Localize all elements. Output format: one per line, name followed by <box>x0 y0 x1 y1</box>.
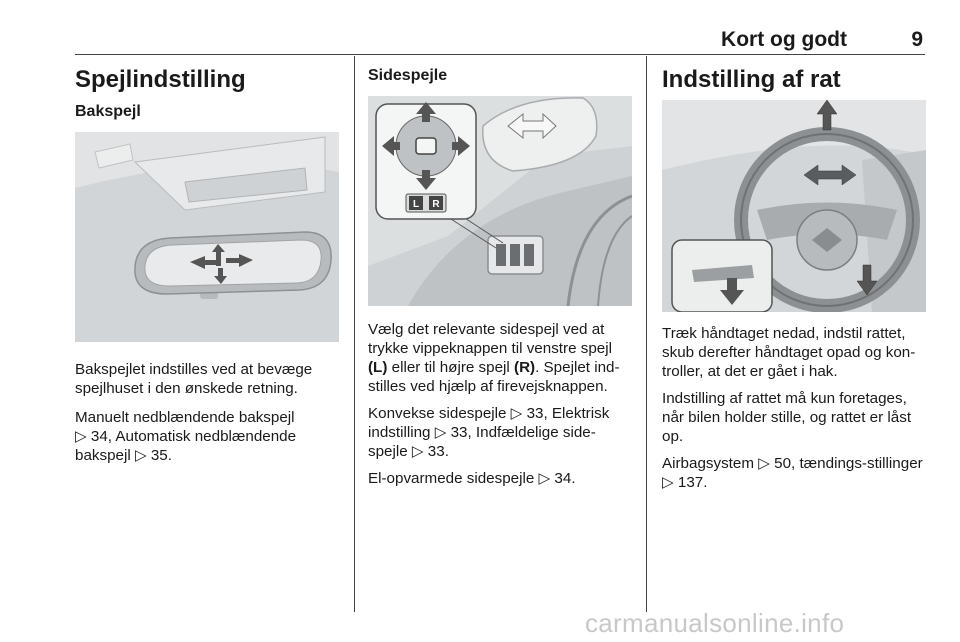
column-3-text <box>662 324 928 500</box>
column-1 <box>75 66 343 122</box>
heated-mirror-reference: El-opvarmede sidespejle ▷ 34. <box>368 470 576 487</box>
page-number: 9 <box>911 28 923 51</box>
page-header <box>75 28 925 50</box>
side-mirror-text-c: eller til højre spejl <box>387 359 515 376</box>
section-title-mirror-adjustment: Spejlindstilling <box>75 66 246 93</box>
side-mirror-illustration <box>368 96 632 306</box>
steering-adjust-paragraph: Træk håndtaget nedad, indstil rattet, skub derefter håndtaget opad og kon-troller, at det er gået i hak. <box>662 325 916 380</box>
subsection-title-rearview: Bakspejl <box>75 103 141 120</box>
rearview-mirror-illustration <box>75 132 339 342</box>
subsection-title-side-mirrors: Sidespejle <box>368 67 448 84</box>
steering-wheel-illustration <box>662 100 926 312</box>
side-mirror-paragraph <box>368 320 634 396</box>
column-3 <box>662 66 926 94</box>
right-mirror-label: (R) <box>514 359 536 376</box>
side-mirror-text-e: . Spejlet ind-stilles ved hjælp af firevejsknappen. <box>368 359 620 395</box>
side-mirror-references: Konvekse sidespejle ▷ 33, Elektrisk indstilling ▷ 33, Indfældelige side-spejle ▷ 33. <box>368 405 610 460</box>
section-title-steering-wheel: Indstilling af rat <box>662 66 841 93</box>
switch-label-right: R <box>432 199 440 210</box>
header-title: Kort og godt <box>721 28 847 51</box>
rearview-paragraph: Bakspejlet indstilles ved at bevæge spejlhuset i den ønskede retning. <box>75 361 313 397</box>
column-2-text <box>368 320 634 496</box>
ref-line-1: Manuelt nedblændende bakspejl <box>75 409 295 426</box>
rearview-references <box>75 408 343 465</box>
steering-references: Airbagsystem ▷ 50, tændings-stillinger ▷ 137. <box>662 455 923 491</box>
watermark: carmanualsonline.info <box>585 608 845 638</box>
column-divider-2 <box>646 56 647 612</box>
ref-line-2: ▷ 34, Automatisk nedblændende <box>75 428 297 445</box>
header-rule <box>75 54 925 55</box>
switch-label-left: L <box>412 199 420 210</box>
steering-safety-paragraph: Indstilling af rattet må kun foretages, når bilen holder stille, og rattet er låst op. <box>662 390 912 445</box>
ref-line-3: bakspejl ▷ 35. <box>75 447 172 464</box>
column-2 <box>368 66 634 86</box>
left-mirror-label: (L) <box>368 359 388 376</box>
column-1-text <box>75 360 343 473</box>
column-divider-1 <box>354 56 355 612</box>
side-mirror-text-a: Vælg det relevante sidespejl ved at trykke vippeknappen til venstre spejl <box>368 321 612 357</box>
